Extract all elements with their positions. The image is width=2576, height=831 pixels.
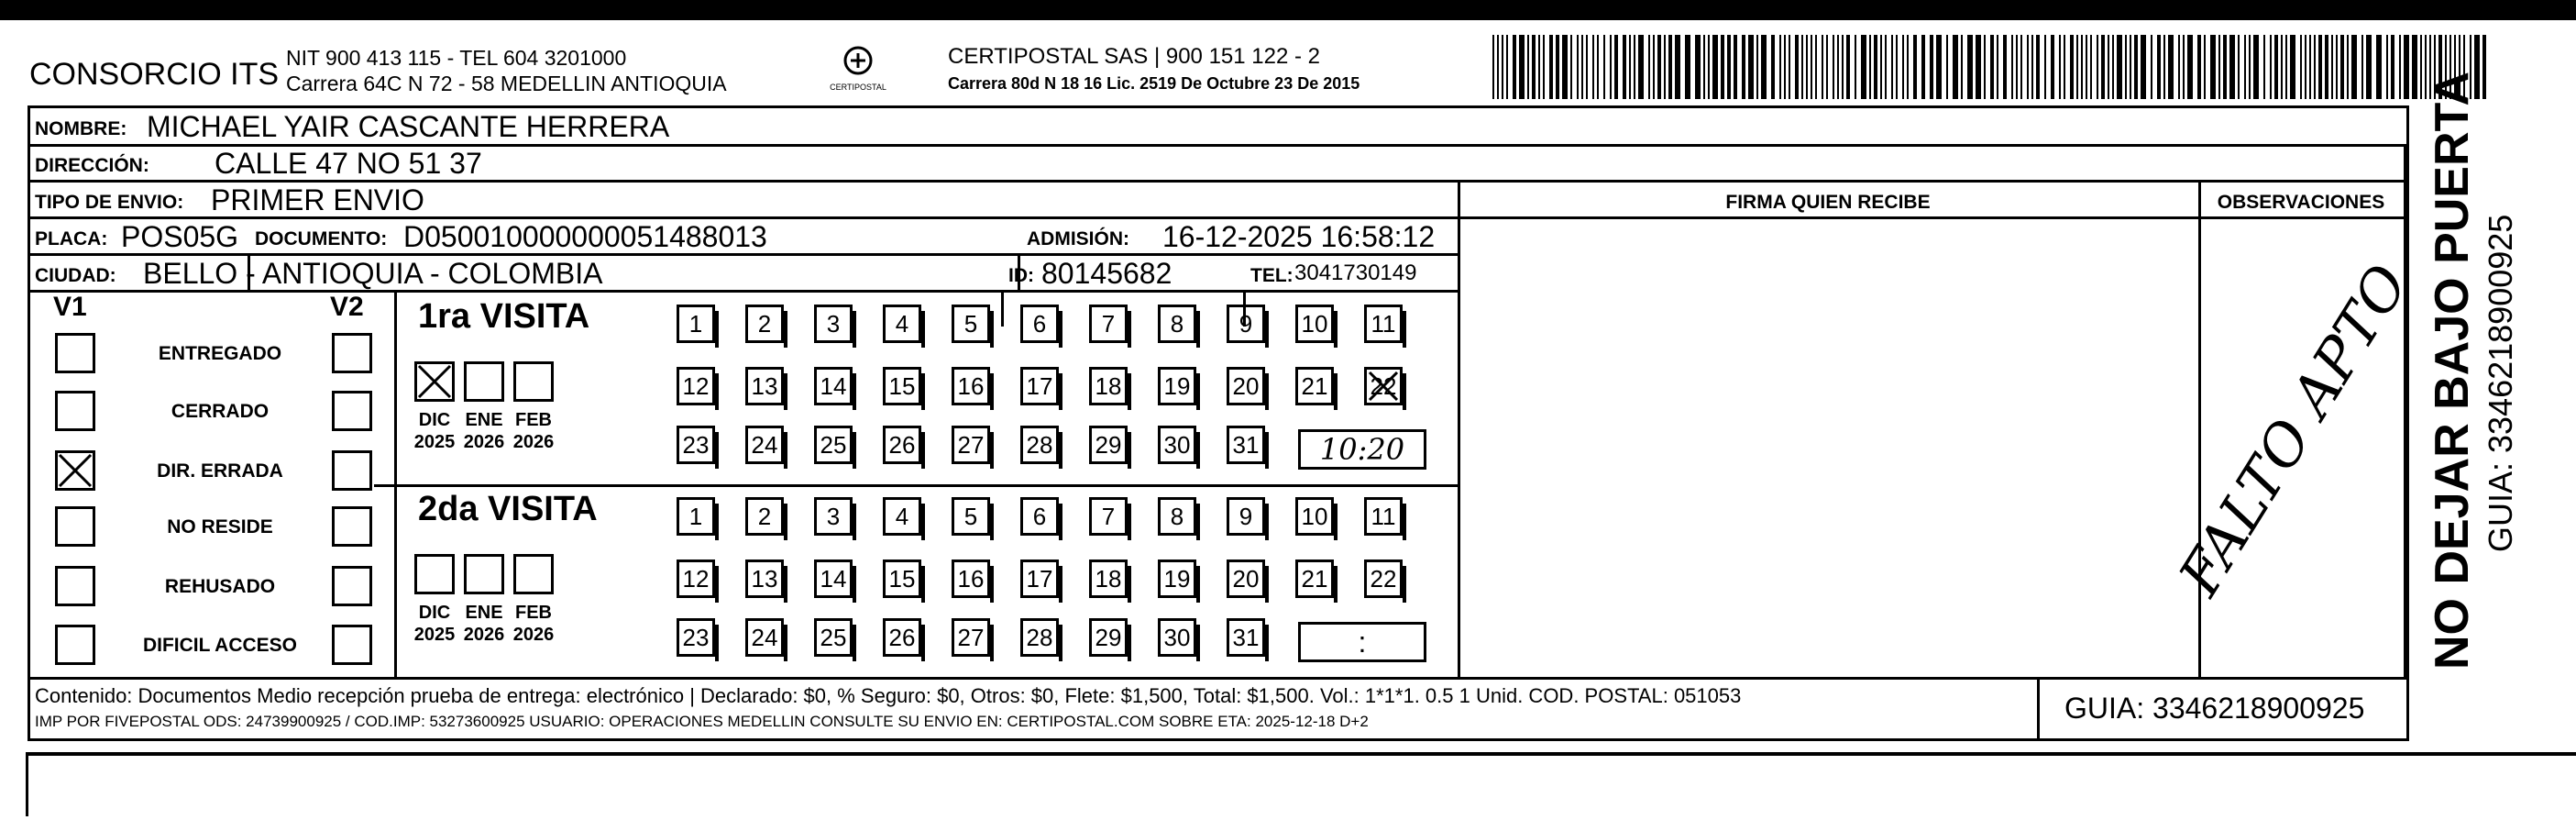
day-number: 24 bbox=[751, 624, 778, 651]
month-year: 2025 bbox=[413, 625, 456, 645]
month-checkbox[interactable] bbox=[464, 361, 504, 402]
status-label: CERRADO bbox=[171, 401, 270, 422]
status-label: NO RESIDE bbox=[167, 516, 273, 537]
status-label: DIR. ERRADA bbox=[157, 460, 283, 482]
day-box[interactable] bbox=[745, 426, 784, 464]
day-box[interactable] bbox=[1295, 305, 1334, 343]
visit1-title: 1ra VISITA bbox=[418, 297, 590, 336]
day-box[interactable] bbox=[814, 618, 853, 657]
id-value: 80145682 bbox=[1041, 257, 1172, 290]
day-number: 8 bbox=[1170, 310, 1184, 338]
day-number: 15 bbox=[888, 565, 916, 593]
day-number: 11 bbox=[1371, 310, 1396, 338]
stub-left-edge bbox=[26, 752, 28, 816]
day-number: 7 bbox=[1101, 310, 1116, 338]
day-box[interactable] bbox=[1089, 618, 1128, 657]
day-box[interactable] bbox=[814, 560, 853, 598]
day-number: 23 bbox=[682, 624, 710, 651]
day-box[interactable] bbox=[745, 618, 784, 657]
ciudad-value: BELLO - ANTIOQUIA - COLOMBIA bbox=[143, 257, 603, 290]
v2-checkbox[interactable] bbox=[332, 333, 372, 373]
day-number: 9 bbox=[1238, 310, 1253, 338]
day-number: 21 bbox=[1301, 565, 1328, 593]
day-number: 8 bbox=[1170, 503, 1184, 530]
month-year: 2026 bbox=[463, 625, 505, 645]
day-box[interactable] bbox=[677, 426, 715, 464]
month-checkbox[interactable] bbox=[414, 361, 455, 402]
day-number: 14 bbox=[820, 372, 847, 400]
day-number: 25 bbox=[820, 624, 847, 651]
v2-header: V2 bbox=[330, 292, 364, 322]
footer-line bbox=[28, 677, 2409, 680]
day-box[interactable] bbox=[1089, 426, 1128, 464]
day-number: 23 bbox=[682, 431, 710, 459]
guia-divider bbox=[2037, 677, 2040, 741]
day-number: 11 bbox=[1371, 503, 1396, 530]
day-box[interactable] bbox=[1295, 560, 1334, 598]
day-box[interactable] bbox=[952, 618, 990, 657]
day-number: 15 bbox=[888, 372, 916, 400]
day-box[interactable] bbox=[1158, 618, 1196, 657]
row-line bbox=[28, 180, 2409, 183]
day-number: 20 bbox=[1232, 565, 1260, 593]
day-box[interactable] bbox=[1020, 560, 1059, 598]
day-box[interactable] bbox=[1158, 560, 1196, 598]
month-year: 2025 bbox=[413, 432, 456, 452]
day-number: 3 bbox=[826, 503, 841, 530]
day-number: 14 bbox=[820, 565, 847, 593]
v2-checkbox[interactable] bbox=[332, 625, 372, 665]
handwritten-note: FALTO APTO bbox=[2165, 252, 2422, 607]
day-number: 16 bbox=[957, 565, 985, 593]
v1-checkbox[interactable] bbox=[55, 506, 95, 547]
documento-label: DOCUMENTO: bbox=[255, 228, 388, 249]
day-box[interactable] bbox=[1295, 367, 1334, 405]
day-box[interactable] bbox=[1089, 367, 1128, 405]
stub-top-edge bbox=[26, 752, 2576, 756]
v2-checkbox[interactable] bbox=[332, 450, 372, 491]
obs-divider bbox=[2198, 180, 2201, 677]
day-box[interactable] bbox=[814, 497, 853, 536]
row-line bbox=[28, 253, 1459, 256]
day-number: 2 bbox=[757, 503, 772, 530]
nit-line: NIT 900 413 115 - TEL 604 3201000 bbox=[286, 46, 627, 70]
footer-imp-line: IMP POR FIVEPOSTAL ODS: 24739900925 / COD.IMP: 53273600925 USUARIO: OPERACIONES MEDELLIN CONSULTE SU ENVIO EN: CERTIPOSTAL.COM SOBRE ETA: 2025-12-18 D+2 bbox=[35, 713, 1369, 730]
footer-guia: GUIA: 3346218900925 bbox=[2064, 692, 2365, 725]
firma-divider bbox=[1458, 180, 1460, 677]
license-line: Carrera 80d N 18 16 Lic. 2519 De Octubre 23 De 2015 bbox=[948, 74, 1360, 93]
day-number: 30 bbox=[1163, 624, 1191, 651]
id-divider bbox=[1001, 290, 1004, 327]
v2-checkbox[interactable] bbox=[332, 391, 372, 431]
day-box[interactable] bbox=[952, 426, 990, 464]
status-divider bbox=[394, 290, 397, 677]
month-checkbox[interactable] bbox=[513, 361, 554, 402]
day-box[interactable] bbox=[677, 618, 715, 657]
day-box[interactable] bbox=[677, 560, 715, 598]
no-dejar-text: NO DEJAR BAJO PUERTA bbox=[2426, 71, 2479, 670]
day-box[interactable] bbox=[1364, 305, 1403, 343]
v1-checkbox[interactable] bbox=[55, 450, 95, 491]
day-number: 26 bbox=[888, 624, 916, 651]
day-box[interactable] bbox=[952, 560, 990, 598]
day-number: 28 bbox=[1026, 431, 1053, 459]
nombre-value: MICHAEL YAIR CASCANTE HERRERA bbox=[147, 110, 670, 143]
day-number: 30 bbox=[1163, 431, 1191, 459]
day-box[interactable] bbox=[883, 618, 921, 657]
company-address: Carrera 64C N 72 - 58 MEDELLIN ANTIOQUIA bbox=[286, 72, 727, 95]
day-box[interactable] bbox=[883, 305, 921, 343]
id-label: ID: bbox=[1008, 265, 1034, 286]
check-x-icon bbox=[417, 364, 452, 399]
month-checkbox[interactable] bbox=[414, 554, 455, 594]
month-year: 2026 bbox=[512, 625, 555, 645]
day-box[interactable] bbox=[1158, 367, 1196, 405]
day-number: 7 bbox=[1101, 503, 1116, 530]
day-box[interactable] bbox=[677, 497, 715, 536]
v2-checkbox[interactable] bbox=[332, 566, 372, 606]
status-label: ENTREGADO bbox=[158, 343, 282, 364]
month-name: ENE bbox=[465, 603, 503, 623]
status-label: DIFICIL ACCESO bbox=[142, 635, 297, 656]
placa-value: POS05G bbox=[121, 220, 239, 253]
barcode bbox=[1492, 35, 2492, 99]
day-number: 5 bbox=[963, 310, 978, 338]
day-box[interactable] bbox=[1020, 305, 1059, 343]
day-number: 5 bbox=[963, 503, 978, 530]
day-box[interactable] bbox=[883, 560, 921, 598]
visit-time-box[interactable] bbox=[1298, 429, 1426, 470]
day-box[interactable] bbox=[883, 367, 921, 405]
day-box[interactable] bbox=[883, 497, 921, 536]
day-number: 13 bbox=[751, 565, 778, 593]
handwritten-observation bbox=[2165, 252, 2422, 607]
month-checkbox[interactable] bbox=[513, 554, 554, 594]
day-number: 25 bbox=[820, 431, 847, 459]
check-x-icon bbox=[58, 453, 93, 488]
day-number: 19 bbox=[1163, 565, 1191, 593]
day-number: 4 bbox=[895, 310, 909, 338]
day-box[interactable] bbox=[1364, 367, 1403, 405]
certipostal-logo bbox=[832, 42, 884, 99]
day-number: 31 bbox=[1232, 431, 1260, 459]
day-number: 10 bbox=[1301, 503, 1328, 530]
day-number: 20 bbox=[1232, 372, 1260, 400]
day-number: 12 bbox=[682, 372, 710, 400]
day-box[interactable] bbox=[677, 305, 715, 343]
day-number: 2 bbox=[757, 310, 772, 338]
day-box[interactable] bbox=[1020, 618, 1059, 657]
day-number: 27 bbox=[957, 624, 985, 651]
direccion-value: CALLE 47 NO 51 37 bbox=[215, 147, 482, 180]
tipo-value: PRIMER ENVIO bbox=[211, 183, 424, 216]
placa-label: PLACA: bbox=[35, 228, 108, 249]
day-number: 28 bbox=[1026, 624, 1053, 651]
month-name: FEB bbox=[515, 603, 552, 623]
admision-value: 16-12-2025 16:58:12 bbox=[1162, 220, 1436, 253]
firma-header: FIRMA QUIEN RECIBE bbox=[1725, 192, 1931, 213]
day-number: 1 bbox=[688, 310, 703, 338]
day-box[interactable] bbox=[952, 367, 990, 405]
day-number: 29 bbox=[1095, 624, 1122, 651]
day-number: 17 bbox=[1026, 372, 1053, 400]
month-name: DIC bbox=[418, 603, 451, 623]
day-box[interactable] bbox=[745, 497, 784, 536]
day-box[interactable] bbox=[745, 560, 784, 598]
visit-time: 10:20 bbox=[1319, 432, 1405, 467]
tel-value: 3041730149 bbox=[1294, 260, 1417, 285]
day-box[interactable] bbox=[814, 367, 853, 405]
day-box[interactable] bbox=[814, 305, 853, 343]
day-box[interactable] bbox=[1227, 305, 1265, 343]
v1-checkbox[interactable] bbox=[55, 566, 95, 606]
day-number: 22 bbox=[1370, 372, 1397, 400]
day-number: 16 bbox=[957, 372, 985, 400]
day-number: 6 bbox=[1032, 503, 1047, 530]
day-number: 3 bbox=[826, 310, 841, 338]
side-guia-text: GUIA: 3346218900925 bbox=[2482, 214, 2519, 552]
logo-text: CERTIPOSTAL bbox=[830, 83, 886, 92]
day-box[interactable] bbox=[1364, 560, 1403, 598]
day-number: 6 bbox=[1032, 310, 1047, 338]
v1-checkbox[interactable] bbox=[55, 625, 95, 665]
day-box[interactable] bbox=[1295, 497, 1334, 536]
nombre-label: NOMBRE: bbox=[35, 118, 127, 139]
day-box[interactable] bbox=[952, 305, 990, 343]
month-checkbox[interactable] bbox=[464, 554, 504, 594]
day-box[interactable] bbox=[1020, 497, 1059, 536]
documento-value: D050010000000051488013 bbox=[403, 220, 767, 253]
day-box[interactable] bbox=[1227, 426, 1265, 464]
visit-divider bbox=[374, 484, 1459, 487]
day-box[interactable] bbox=[1158, 497, 1196, 536]
day-number: 18 bbox=[1095, 372, 1122, 400]
side-vertical-text bbox=[2413, 71, 2532, 679]
day-box[interactable] bbox=[1227, 497, 1265, 536]
visit2-title: 2da VISITA bbox=[418, 490, 598, 528]
day-box[interactable] bbox=[883, 426, 921, 464]
footer-content-line: Contenido: Documentos Medio recepción prueba de entrega: electrónico | Declarado: $0, % Seguro: $0, Otros: $0, Flete: $1,500, Total: $1,500. Vol.: 1*1*1. 0.5 1 Unid. COD. POSTAL: 051053 bbox=[35, 684, 1742, 707]
month-name: DIC bbox=[418, 410, 451, 430]
day-box[interactable] bbox=[1089, 497, 1128, 536]
day-box[interactable] bbox=[1364, 497, 1403, 536]
day-number: 21 bbox=[1301, 372, 1328, 400]
day-number: 29 bbox=[1095, 431, 1122, 459]
status-label: REHUSADO bbox=[164, 576, 276, 597]
day-number: 12 bbox=[682, 565, 710, 593]
day-number: 17 bbox=[1026, 565, 1053, 593]
v1-header: V1 bbox=[53, 292, 87, 322]
day-box[interactable] bbox=[745, 305, 784, 343]
day-number: 9 bbox=[1238, 503, 1253, 530]
day-box[interactable] bbox=[1089, 560, 1128, 598]
carrier-line: CERTIPOSTAL SAS | 900 151 122 - 2 bbox=[948, 44, 1320, 69]
row-line bbox=[28, 216, 2409, 219]
day-box[interactable] bbox=[1227, 367, 1265, 405]
day-box[interactable] bbox=[1020, 367, 1059, 405]
ciudad-label: CIUDAD: bbox=[35, 265, 116, 286]
day-box[interactable] bbox=[814, 426, 853, 464]
month-name: FEB bbox=[515, 410, 552, 430]
v2-checkbox[interactable] bbox=[332, 506, 372, 547]
day-number: 4 bbox=[895, 503, 909, 530]
day-number: 1 bbox=[688, 503, 703, 530]
day-number: 27 bbox=[957, 431, 985, 459]
day-number: 26 bbox=[888, 431, 916, 459]
day-box[interactable] bbox=[1158, 426, 1196, 464]
day-box[interactable] bbox=[677, 367, 715, 405]
company-name: CONSORCIO ITS bbox=[29, 57, 280, 92]
day-number: 22 bbox=[1370, 565, 1397, 593]
day-box[interactable] bbox=[952, 497, 990, 536]
day-number: 10 bbox=[1301, 310, 1328, 338]
day-number: 24 bbox=[751, 431, 778, 459]
top-black-band bbox=[0, 0, 2576, 20]
v1-checkbox[interactable] bbox=[55, 333, 95, 373]
day-box[interactable] bbox=[1227, 560, 1265, 598]
day-number: 19 bbox=[1163, 372, 1191, 400]
day-number: 13 bbox=[751, 372, 778, 400]
admision-label: ADMISIÓN: bbox=[1027, 228, 1129, 249]
tel-label: TEL: bbox=[1250, 265, 1294, 286]
month-name: ENE bbox=[465, 410, 503, 430]
visit-time: : bbox=[1358, 626, 1367, 659]
tipo-label: TIPO DE ENVIO: bbox=[35, 192, 184, 213]
day-box[interactable] bbox=[1089, 305, 1128, 343]
visit-time-box[interactable] bbox=[1298, 622, 1426, 662]
day-box[interactable] bbox=[1158, 305, 1196, 343]
day-number: 18 bbox=[1095, 565, 1122, 593]
direccion-label: DIRECCIÓN: bbox=[35, 155, 149, 176]
month-year: 2026 bbox=[463, 432, 505, 452]
observaciones-header: OBSERVACIONES bbox=[2217, 192, 2385, 213]
right-col-divider bbox=[2404, 144, 2406, 677]
day-number: 31 bbox=[1232, 624, 1260, 651]
v1-checkbox[interactable] bbox=[55, 391, 95, 431]
day-box[interactable] bbox=[745, 367, 784, 405]
day-box[interactable] bbox=[1020, 426, 1059, 464]
month-year: 2026 bbox=[512, 432, 555, 452]
day-box[interactable] bbox=[1227, 618, 1265, 657]
